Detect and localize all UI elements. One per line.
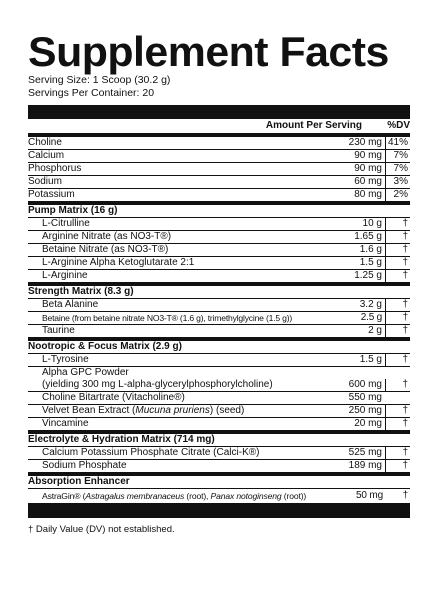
table-row: Alpha GPC Powder (yielding 300 mg L-alpha-glycerylphosphorylcholine) 600 mg † [28, 367, 410, 392]
table-row: Beta Alanine 3.2 g † [28, 299, 410, 312]
servings-per-container: Servings Per Container: 20 [28, 87, 155, 99]
table-row: Velvet Bean Extract (Mucuna pruriens) (seed) 250 mg † [28, 405, 410, 418]
table-row: Choline 230 mg 41% [28, 137, 408, 148]
bottom-divider-bar [28, 504, 410, 518]
column-header [28, 119, 410, 133]
table-row: Taurine 2 g † [28, 325, 410, 338]
table-row: Potassium 80 mg 2% [28, 189, 408, 200]
table-row: Vincamine 20 mg † [28, 418, 410, 431]
section-title-electrolyte: Electrolyte & Hydration Matrix (714 mg) [28, 431, 410, 447]
table-row: L-Arginine 1.25 g † [28, 270, 410, 283]
table-row: Phosphorus 90 mg 7% [28, 163, 408, 174]
panel-title: Supplement Facts [28, 28, 389, 75]
table-row: L-Citrulline 10 g † [28, 218, 410, 231]
table-row: Sodium 60 mg 3% [28, 176, 408, 187]
table-row: Betaine Nitrate (as NO3-T®) 1.6 g † [28, 244, 410, 257]
table-row: Sodium Phosphate 189 mg † [28, 460, 410, 473]
section-title-absorption: Absorption Enhancer [28, 473, 410, 489]
table-row: Betaine (from betaine nitrate NO3-T® (1.6 g), trimethylglycine (1.5 g)) 2.5 g † [28, 312, 410, 325]
supplement-facts-panel [28, 30, 410, 535]
table-row: Calcium 90 mg 7% [28, 150, 408, 161]
footnote: † Daily Value (DV) not established. [28, 524, 175, 535]
table-row: AstraGin® (Astragalus membranaceus (root), Panax notoginseng (root)) 50 mg † [28, 489, 410, 504]
vitamin-list [28, 137, 410, 202]
section-title-strength: Strength Matrix (8.3 g) [28, 283, 410, 299]
serving-size: Serving Size: 1 Scoop (30.2 g) [28, 74, 171, 86]
table-row: L-Tyrosine 1.5 g † [28, 354, 410, 367]
section-title-nootropic: Nootropic & Focus Matrix (2.9 g) [28, 338, 410, 354]
amount-header: Amount Per Serving [265, 120, 362, 131]
table-row: Arginine Nitrate (as NO3-T®) 1.65 g † [28, 231, 410, 244]
table-row: Calcium Potassium Phosphate Citrate (Calci-K®) 525 mg † [28, 447, 410, 460]
section-title-pump: Pump Matrix (16 g) [28, 202, 410, 218]
table-row: L-Arginine Alpha Ketoglutarate 2:1 1.5 g † [28, 257, 410, 270]
dv-header: %DV [387, 120, 410, 131]
top-divider-bar [28, 105, 410, 119]
table-row: Choline Bitartrate (Vitacholine®) 550 mg [28, 392, 410, 405]
